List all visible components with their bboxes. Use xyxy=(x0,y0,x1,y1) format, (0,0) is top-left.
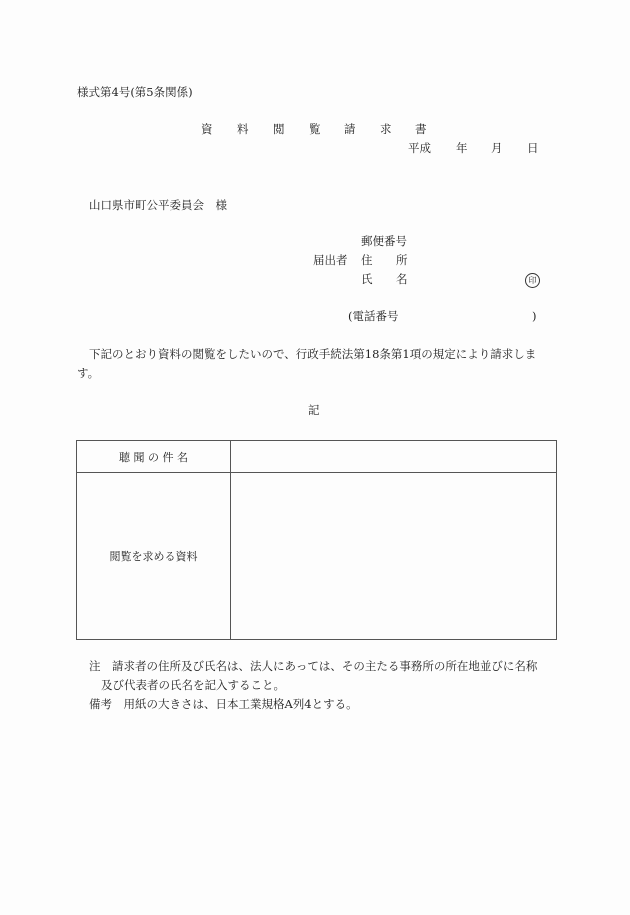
phone-close: ) xyxy=(532,309,537,323)
title-char: 請 xyxy=(344,122,356,136)
date-month: 月 xyxy=(491,141,503,155)
phone-label: (電話番号 xyxy=(348,309,399,323)
body-text-cont: す。 xyxy=(77,366,100,380)
seal-icon: 印 xyxy=(525,273,540,288)
title-char: 閲 xyxy=(273,122,285,136)
address-label: 所 xyxy=(396,253,408,267)
table-row xyxy=(77,473,557,640)
addressee: 山口県市町公平委員会 様 xyxy=(89,198,227,212)
date-year: 年 xyxy=(456,141,468,155)
table-row xyxy=(77,441,557,473)
form-number: 様式第4号(第5条関係) xyxy=(77,85,193,99)
name-label: 氏 xyxy=(361,272,373,286)
postal-code-label: 郵便番号 xyxy=(361,234,407,248)
note-line: 及び代表者の氏名を記入すること。 xyxy=(101,678,285,692)
hearing-subject-label: 聴 聞 の 件 名 xyxy=(77,441,231,473)
title-char: 覧 xyxy=(309,122,321,136)
address-label: 住 xyxy=(361,253,373,267)
applicant-label: 届出者 xyxy=(313,253,348,267)
body-text: 下記のとおり資料の閲覧をしたいので、行政手続法第18条第1項の規定により請求しま xyxy=(89,347,537,361)
note-line: 注 請求者の住所及び氏名は、法人にあっては、その主たる事務所の所在地並びに名称 xyxy=(89,659,538,673)
request-table xyxy=(76,440,557,640)
requested-materials-label: 閲覧を求める資料 xyxy=(77,473,231,640)
date-day: 日 xyxy=(527,141,539,155)
title-char: 料 xyxy=(237,122,249,136)
title-char: 書 xyxy=(415,122,427,136)
name-label: 名 xyxy=(396,272,408,286)
title-char: 資 xyxy=(201,122,213,136)
date-era: 平成 xyxy=(408,141,431,155)
ki-heading: 記 xyxy=(308,403,320,417)
hearing-subject-field[interactable] xyxy=(231,441,557,473)
remark-line: 備考 用紙の大きさは、日本工業規格A列4とする。 xyxy=(89,697,358,711)
requested-materials-field[interactable] xyxy=(231,473,557,640)
title-char: 求 xyxy=(380,122,392,136)
